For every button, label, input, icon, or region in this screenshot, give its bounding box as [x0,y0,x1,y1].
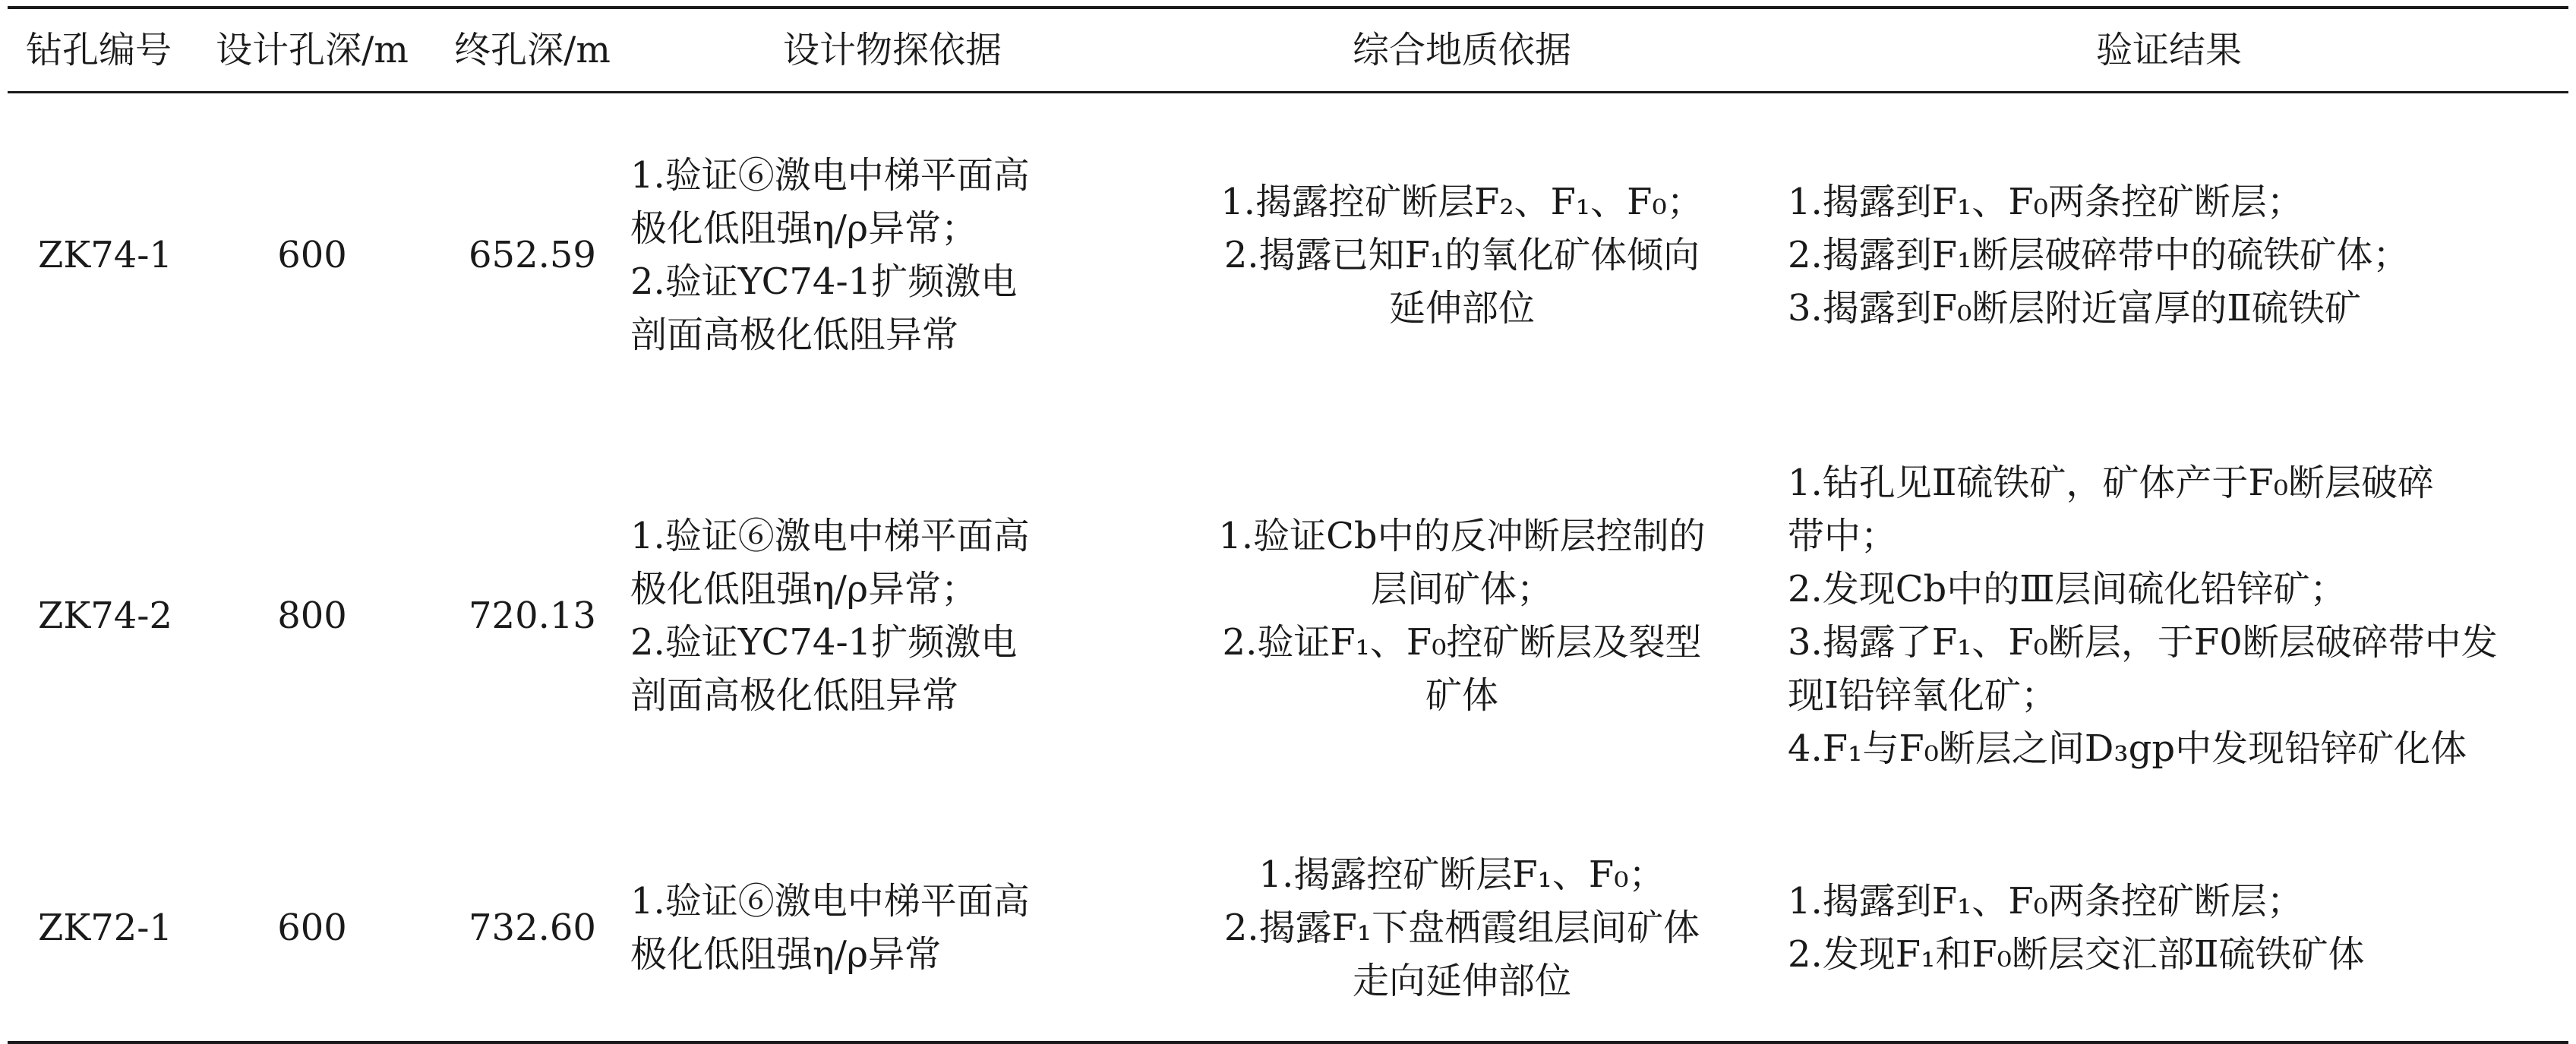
cell-line: 层间矿体； [1370,568,1553,610]
cell-hole-id: ZK74-2 [38,595,173,637]
cell-line: 极化低阻强η/ρ异常； [630,568,978,610]
cell-final-depth: 720.13 [469,595,596,637]
cell-line: 1.揭露控矿断层F₂、F₁、F₀； [1220,181,1703,223]
cell-line: 3.揭露到F₀断层附近富厚的Ⅱ硫铁矿 [1788,287,2361,330]
cell-line: 剖面高极化低阻异常 [630,314,959,356]
cell-line: 1.揭露到F₁、F₀两条控矿断层； [1788,880,2303,923]
header-geophysics-basis: 设计物探依据 [782,29,1002,71]
table-header-row [8,8,2568,93]
cell-design-depth: 800 [277,595,347,637]
cell-line: 2.验证YC74-1扩频激电 [630,621,1018,664]
header-design-depth: 设计孔深/m [216,29,409,71]
cell-line: 2.揭露已知F₁的氧化矿体倾向 [1223,234,1700,276]
cell-line: 1.验证Cb中的反冲断层控制的 [1218,515,1706,557]
cell-line: 走向延伸部位 [1352,960,1571,1002]
cell-geology-basis [1154,815,1769,1042]
cell-line: 1.验证⑥激电中梯平面高 [630,880,1030,923]
cell-line: 2.发现F₁和F₀断层交汇部Ⅱ硫铁矿体 [1788,933,2365,976]
cell-line: 极化低阻强η/ρ异常； [630,207,978,250]
cell-line: 2.验证YC74-1扩频激电 [630,260,1018,303]
cell-geophysics-basis [630,93,1154,418]
cell-final-depth: 732.60 [469,907,596,949]
cell-line: 1.验证⑥激电中梯平面高 [630,154,1030,197]
header-verification-result: 验证结果 [2095,29,2242,71]
cell-line: 极化低阻强η/ρ异常 [630,933,942,976]
table-row [8,815,2568,1042]
cell-line: 2.验证F₁、F₀控矿断层及裂型 [1222,621,1702,664]
cell-line: 现Ⅰ铅锌氧化矿； [1788,674,2057,717]
cell-geophysics-basis [630,417,1154,815]
cell-line: 2.发现Cb中的Ⅲ层间硫化铅锌矿； [1788,568,2347,610]
cell-line: 1.揭露到F₁、F₀两条控矿断层； [1788,181,2303,223]
cell-hole-id: ZK74-1 [38,234,173,276]
cell-verification-result [1769,93,2568,418]
cell-line: 剖面高极化低阻异常 [630,674,959,717]
cell-line: 1.揭露控矿断层F₁、F₀； [1258,853,1665,896]
cell-final-depth: 652.59 [469,234,596,276]
cell-hole-id: ZK72-1 [38,907,173,949]
cell-line: 带中； [1788,515,1898,557]
cell-geology-basis [1154,417,1769,815]
header-final-depth: 终孔深/m [454,29,611,71]
table-row [8,417,2568,815]
cell-verification-result [1769,815,2568,1042]
cell-design-depth: 600 [277,234,347,276]
cell-line: 延伸部位 [1388,287,1535,330]
cell-verification-result [1769,417,2568,815]
header-geology-basis: 综合地质依据 [1352,29,1571,71]
cell-design-depth: 600 [277,907,347,949]
cell-geophysics-basis [630,815,1154,1042]
cell-geology-basis [1154,93,1769,418]
header-hole-id: 钻孔编号 [25,29,172,71]
cell-line: 1.钻孔见Ⅱ硫铁矿，矿体产于F₀断层破碎 [1788,462,2434,504]
cell-line: 1.验证⑥激电中梯平面高 [630,515,1030,557]
cell-line: 2.揭露到F₁断层破碎带中的硫铁矿体； [1788,234,2410,276]
drillhole-verification-table [8,6,2568,1044]
cell-line: 3.揭露了F₁、F₀断层，于F0断层破碎带中发 [1788,621,2498,664]
cell-line: 2.揭露F₁下盘栖霞组层间矿体 [1223,907,1700,949]
cell-line: 4.F₁与F₀断层之间D₃gp中发现铅锌矿化体 [1788,727,2467,770]
table-row [8,93,2568,418]
cell-line: 矿体 [1425,674,1498,717]
